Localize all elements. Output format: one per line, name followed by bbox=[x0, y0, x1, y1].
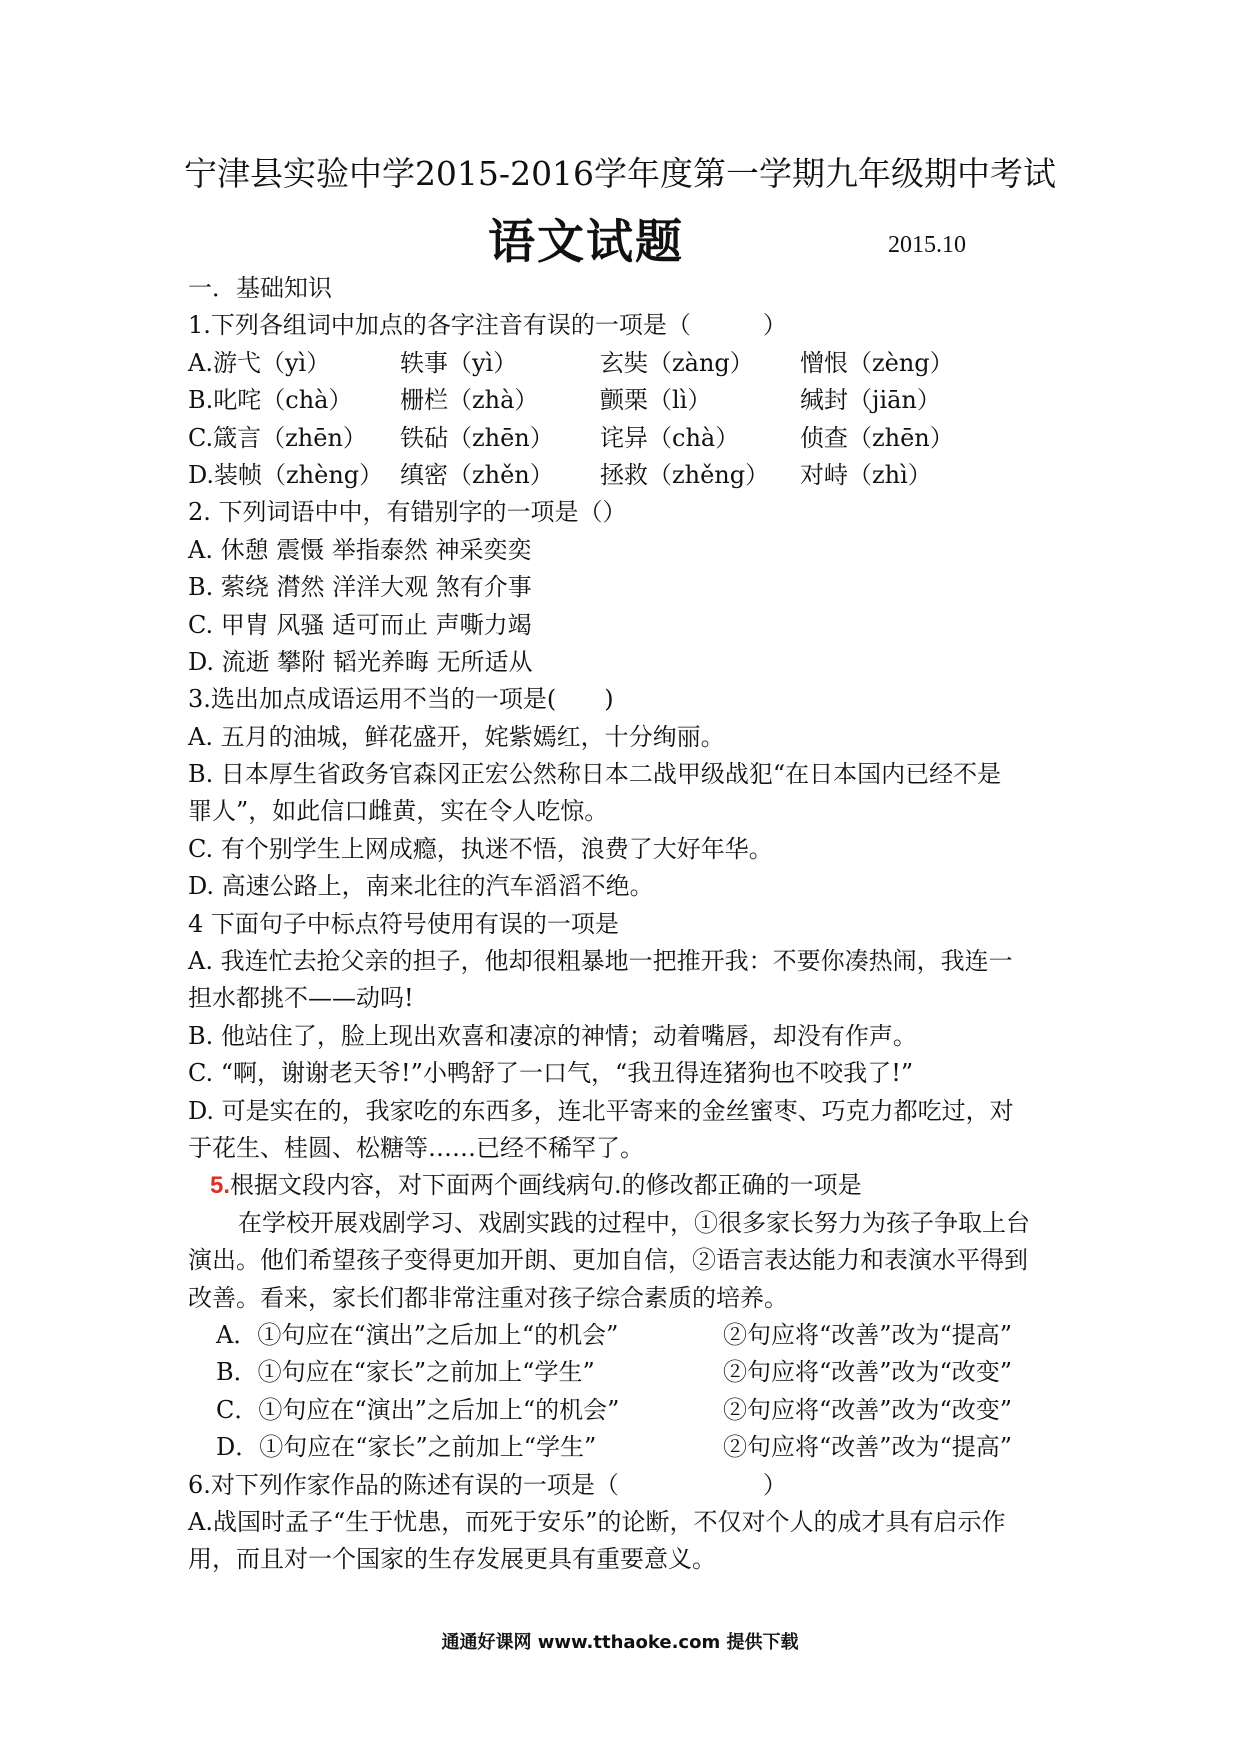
question-4-line: A. 我连忙去抢父亲的担子，他却很粗暴地一把推开我：不要你凑热闹，我连一 bbox=[188, 947, 1013, 976]
question-5-option-a bbox=[188, 1317, 1058, 1354]
question-3-stem: 3.选出加点成语运用不当的一项是( ) bbox=[188, 685, 614, 714]
question-3-line: A. 五月的油城，鲜花盛开，姹紫嫣红，十分绚丽。 bbox=[188, 722, 725, 751]
q1-b-2: 栅栏（zhà） bbox=[400, 386, 539, 415]
question-2-option-c: C. 甲胄 风骚 适可而止 声嘶力竭 bbox=[188, 610, 532, 639]
q5-c-part-2: ②句应将“改善”改为“改变” bbox=[723, 1395, 1013, 1424]
q1-b-4: 缄封（jiān） bbox=[800, 386, 941, 415]
section-heading: 一．基础知识 bbox=[188, 274, 332, 302]
question-6-stem: 6.对下列作家作品的陈述有误的一项是（ ） bbox=[188, 1470, 787, 1499]
q1-d-1: D.装帧（zhèng） bbox=[188, 460, 384, 489]
question-3-line: 罪人”，如此信口雌黄，实在令人吃惊。 bbox=[188, 797, 609, 826]
title-row bbox=[0, 205, 1240, 275]
q1-d-4: 对峙（zhì） bbox=[800, 460, 932, 489]
question-6-line: A.战国时孟子“生于忧患，而死于安乐”的论断，不仅对个人的成才具有启示作 bbox=[188, 1507, 1006, 1536]
question-5-passage-line: 改善。看来，家长们都非常注重对孩子综合素质的培养。 bbox=[188, 1283, 788, 1312]
question-4-line: B. 他站住了，脸上现出欢喜和凄凉的神情；动着嘴唇，却没有作声。 bbox=[188, 1021, 917, 1050]
q1-a-2: 轶事（yì） bbox=[400, 348, 518, 377]
q5-c-part-1: C．①句应在“演出”之后加上“的机会” bbox=[216, 1395, 620, 1424]
question-5-option-b bbox=[188, 1354, 1058, 1391]
question-5-stem-row bbox=[188, 1167, 1058, 1204]
question-5-passage-line: 演出。他们希望孩子变得更加开朗、更加自信，②语言表达能力和表演水平得到 bbox=[188, 1246, 1028, 1275]
q1-c-4: 侦查（zhēn） bbox=[800, 423, 954, 452]
question-4-line: 于花生、桂圆、松糖等……已经不稀罕了。 bbox=[188, 1133, 644, 1162]
question-5-option-d bbox=[188, 1429, 1058, 1466]
q5-d-part-2: ②句应将“改善”改为“提高” bbox=[723, 1433, 1013, 1462]
exam-content bbox=[188, 270, 1058, 1579]
q5-a-part-1: A．①句应在“演出”之后加上“的机会” bbox=[216, 1320, 619, 1349]
q1-c-1: C.箴言（zhēn） bbox=[188, 423, 367, 452]
question-3-line: B. 日本厚生省政务官森冈正宏公然称日本二战甲级战犯“在日本国内已经不是 bbox=[188, 760, 1002, 789]
footer-credit: 通通好课网 www.tthaoke.com 提供下载 bbox=[441, 1632, 799, 1653]
q1-d-3: 拯救（zhěng） bbox=[600, 460, 770, 489]
q5-b-part-1: B．①句应在“家长”之前加上“学生” bbox=[216, 1358, 595, 1387]
question-1-row-d bbox=[188, 457, 1058, 494]
q1-a-4: 憎恨（zèng） bbox=[800, 348, 954, 377]
question-1-stem: 1.下列各组词中加点的各字注音有误的一项是（ ） bbox=[188, 311, 787, 340]
question-5-passage-line: 在学校开展戏剧学习、戏剧实践的过程中，①很多家长努力为孩子争取上台 bbox=[238, 1208, 1030, 1237]
question-3-line: C. 有个别学生上网成瘾，执迷不悟，浪费了大好年华。 bbox=[188, 834, 773, 863]
q5-b-part-2: ②句应将“改善”改为“改变” bbox=[723, 1358, 1013, 1387]
question-3-line: D. 高速公路上，南来北往的汽车滔滔不绝。 bbox=[188, 872, 654, 901]
question-4-line: D. 可是实在的，我家吃的东西多，连北平寄来的金丝蜜枣、巧克力都吃过，对 bbox=[188, 1096, 1014, 1125]
question-1-row-c bbox=[188, 420, 1058, 457]
question-2-option-a: A. 休憩 震慑 举指泰然 神采奕奕 bbox=[188, 535, 532, 564]
main-title: 语文试题 bbox=[488, 215, 684, 270]
q5-a-part-2: ②句应将“改善”改为“提高” bbox=[723, 1320, 1013, 1349]
question-1-row-b bbox=[188, 382, 1058, 419]
question-6-line: 用，而且对一个国家的生存发展更具有重要意义。 bbox=[188, 1545, 716, 1574]
q1-c-3: 诧异（chà） bbox=[600, 423, 740, 452]
question-2-option-d: D. 流逝 攀附 韬光养晦 无所适从 bbox=[188, 647, 533, 676]
exam-date: 2015.10 bbox=[888, 232, 966, 258]
question-4-line: C. “啊，谢谢老天爷!”小鸭舒了一口气，“我丑得连猪狗也不咬我了!” bbox=[188, 1059, 914, 1088]
q1-b-1: B.叱咤（chà） bbox=[188, 386, 353, 415]
question-5-option-c bbox=[188, 1392, 1058, 1429]
q1-a-1: A.游弋（yì） bbox=[188, 348, 331, 377]
question-2-stem: 2. 下列词语中中，有错别字的一项是（） bbox=[188, 498, 627, 527]
q1-d-2: 缜密（zhěn） bbox=[400, 460, 554, 489]
school-title: 宁津县实验中学2015-2016学年度第一学期九年级期中考试 bbox=[183, 154, 1057, 193]
question-5-number: 5. bbox=[210, 1172, 231, 1200]
q5-d-part-1: D．①句应在“家长”之前加上“学生” bbox=[216, 1433, 597, 1462]
question-5-stem: 根据文段内容，对下面两个画线病句.的修改都正确的一项是 bbox=[230, 1171, 862, 1200]
question-4-line: 担水都挑不——动吗! bbox=[188, 984, 414, 1013]
q1-c-2: 铁砧（zhēn） bbox=[400, 423, 554, 452]
question-1-row-a bbox=[188, 345, 1058, 382]
question-2-option-b: B. 萦绕 潸然 洋洋大观 煞有介事 bbox=[188, 573, 532, 602]
q1-a-3: 玄奘（zàng） bbox=[600, 348, 754, 377]
question-4-stem: 4 下面句子中标点符号使用有误的一项是 bbox=[188, 909, 619, 938]
q1-b-3: 颤栗（lì） bbox=[600, 386, 712, 415]
